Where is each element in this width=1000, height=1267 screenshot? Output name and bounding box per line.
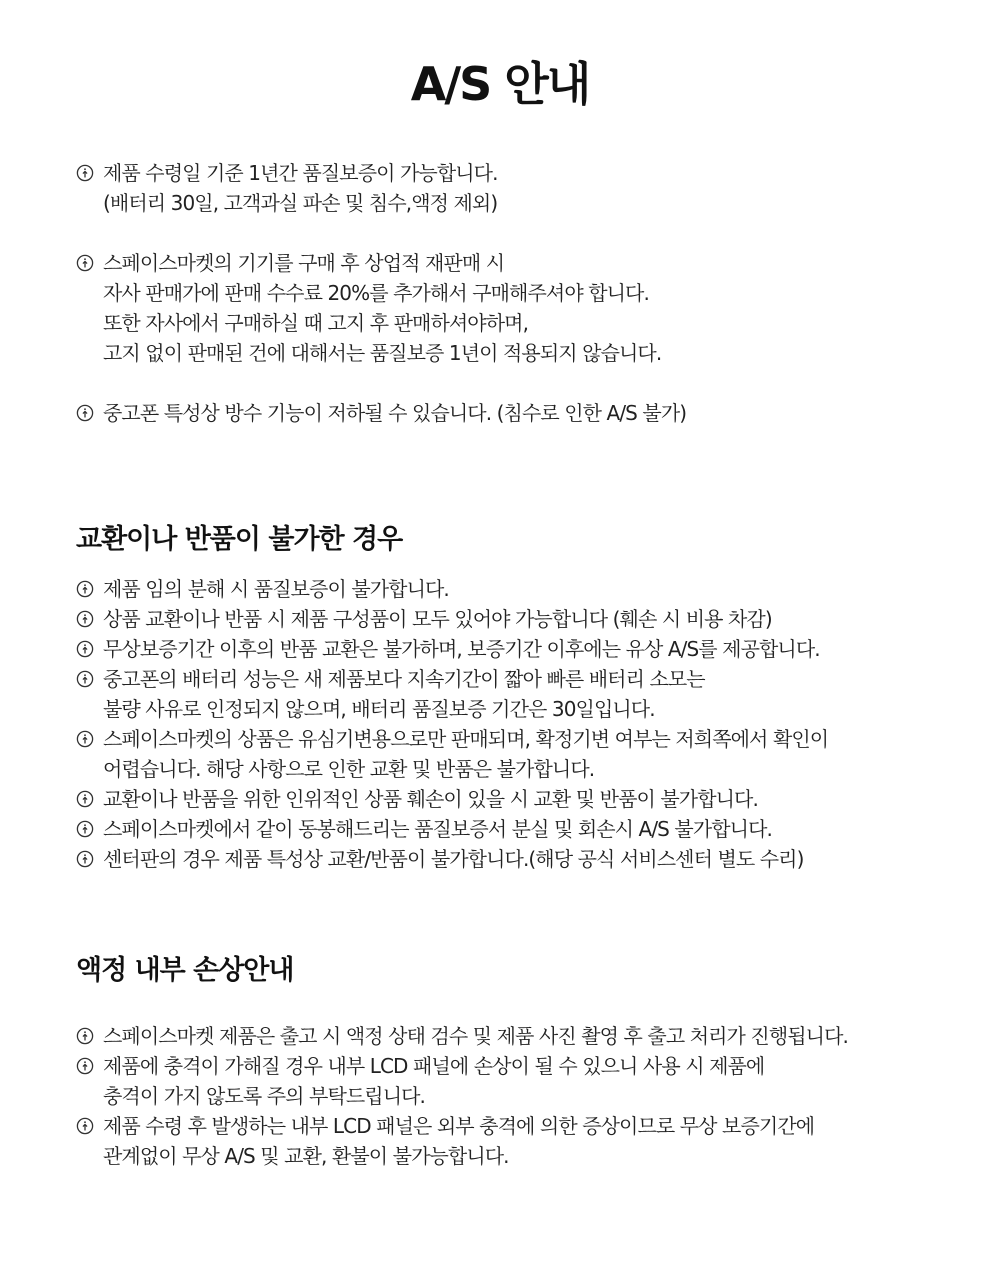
item-text: 제품 수령일 기준 1년간 품질보증이 가능합니다. — [103, 161, 498, 185]
section-heading: 교환이나 반품이 불가한 경우 — [76, 524, 403, 555]
list-item — [76, 1051, 986, 1111]
list-item — [76, 814, 986, 844]
item-text: 제품에 충격이 가해질 경우 내부 LCD 패널에 손상이 될 수 있으니 사용 시 제품에 — [103, 1054, 765, 1078]
info-icon — [76, 610, 94, 628]
item-text: 스페이스마켓에서 같이 동봉해드리는 품질보증서 분실 및 회손시 A/S 불가합니다. — [103, 817, 772, 841]
info-icon — [76, 254, 94, 272]
info-icon — [76, 580, 94, 598]
section-heading: 액정 내부 손상안내 — [76, 955, 294, 986]
item-text: 자사 판매가에 판매 수수료 20%를 추가해서 구매해주셔야 합니다. — [103, 281, 649, 305]
info-icon — [76, 404, 94, 422]
item-text: 스페이스마켓 제품은 출고 시 액정 상태 검수 및 제품 사진 촬영 후 출고 처리가 진행됩니다. — [103, 1024, 848, 1048]
item-text: 교환이나 반품을 위한 인위적인 상품 훼손이 있을 시 교환 및 반품이 불가합니다. — [103, 787, 758, 811]
item-text: (배터리 30일, 고객과실 파손 및 침수,액정 제외) — [103, 191, 498, 215]
item-text: 상품 교환이나 반품 시 제품 구성품이 모두 있어야 가능합니다 (훼손 시 비용 차감) — [103, 607, 772, 631]
list-item — [76, 634, 986, 664]
item-text: 제품 수령 후 발생하는 내부 LCD 패널은 외부 충격에 의한 증상이므로 무상 보증기간에 — [103, 1114, 815, 1138]
info-icon — [76, 640, 94, 658]
list-item — [76, 784, 986, 814]
no-exchange-section — [76, 524, 986, 874]
list-item — [76, 158, 986, 218]
info-icon — [76, 164, 94, 182]
list-item — [76, 1111, 986, 1171]
page-title: A/S 안내 — [410, 57, 590, 111]
item-text: 불량 사유로 인정되지 않으며, 배터리 품질보증 기간은 30일입니다. — [103, 697, 655, 721]
list-item — [76, 574, 986, 604]
info-icon — [76, 1027, 94, 1045]
info-icon — [76, 1057, 94, 1075]
list-item — [76, 664, 986, 724]
general-section — [76, 158, 986, 428]
item-text: 스페이스마켓의 상품은 유심기변용으로만 판매되며, 확정기변 여부는 저희쪽에서 확인이 — [103, 727, 829, 751]
info-icon — [76, 670, 94, 688]
item-text: 제품 임의 분해 시 품질보증이 불가합니다. — [103, 577, 449, 601]
item-text: 어렵습니다. 해당 사항으로 인한 교환 및 반품은 불가합니다. — [103, 757, 595, 781]
general-list — [76, 158, 986, 428]
list-item — [76, 844, 986, 874]
item-text: 중고폰 특성상 방수 기능이 저하될 수 있습니다. (침수로 인한 A/S 불가) — [103, 401, 687, 425]
info-icon — [76, 1117, 94, 1135]
list-item — [76, 604, 986, 634]
item-text: 충격이 가지 않도록 주의 부탁드립니다. — [103, 1084, 426, 1108]
list-item — [76, 248, 986, 368]
item-text: 스페이스마켓의 기기를 구매 후 상업적 재판매 시 — [103, 251, 505, 275]
info-icon — [76, 850, 94, 868]
item-text: 무상보증기간 이후의 반품 교환은 불가하며, 보증기간 이후에는 유상 A/S를 제공합니다. — [103, 637, 820, 661]
info-icon — [76, 790, 94, 808]
list-item — [76, 398, 986, 428]
item-text: 중고폰의 배터리 성능은 새 제품보다 지속기간이 짧아 빠른 배터리 소모는 — [103, 667, 705, 691]
no-exchange-list — [76, 574, 986, 874]
list-item — [76, 724, 986, 784]
item-text: 고지 없이 판매된 건에 대해서는 품질보증 1년이 적용되지 않습니다. — [103, 341, 662, 365]
item-text: 센터판의 경우 제품 특성상 교환/반품이 불가합니다.(해당 공식 서비스센터 별도 수리) — [103, 847, 804, 871]
info-icon — [76, 820, 94, 838]
list-item — [76, 1021, 986, 1051]
lcd-list — [76, 1021, 986, 1171]
lcd-section — [76, 955, 986, 1171]
item-text: 또한 자사에서 구매하실 때 고지 후 판매하셔야하며, — [103, 311, 529, 335]
info-icon — [76, 730, 94, 748]
item-text: 관계없이 무상 A/S 및 교환, 환불이 불가능합니다. — [103, 1144, 509, 1168]
